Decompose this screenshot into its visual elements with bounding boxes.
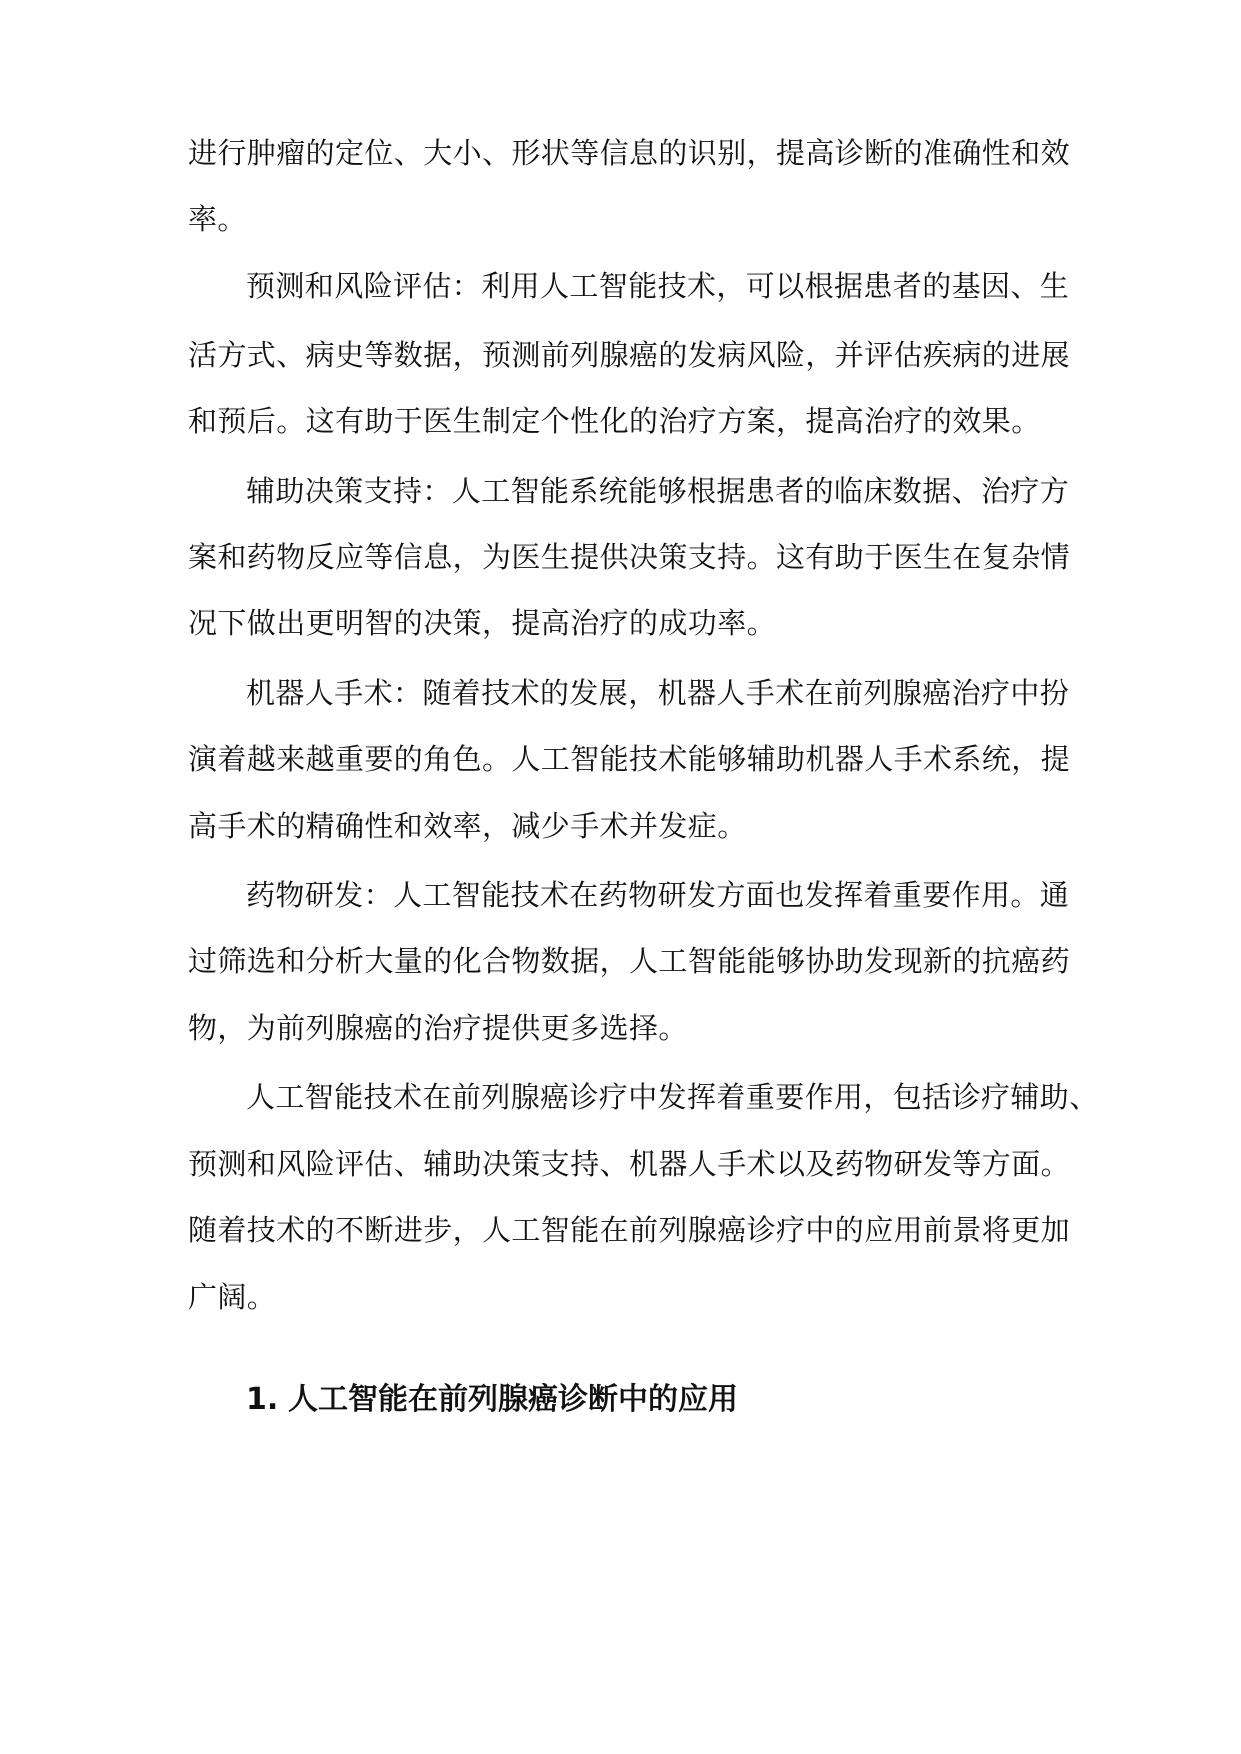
paragraph-line: 预测和风险评估、辅助决策支持、机器人手术以及药物研发等方面。 xyxy=(188,1147,1071,1181)
section-heading xyxy=(246,1381,1046,1419)
paragraph-line: 率。 xyxy=(188,202,247,236)
paragraph-line: 过筛选和分析大量的化合物数据，人工智能能够协助发现新的抗癌药 xyxy=(188,944,1071,978)
section-title: 人工智能在前列腺癌诊断中的应用 xyxy=(288,1382,738,1417)
paragraph-line: 和预后。这有助于医生制定个性化的治疗方案，提高治疗的效果。 xyxy=(188,404,1041,438)
paragraph-line: 机器人手术：随着技术的发展，机器人手术在前列腺癌治疗中扮 xyxy=(246,676,1070,710)
paragraph-line: 况下做出更明智的决策，提高治疗的成功率。 xyxy=(188,606,777,640)
paragraph-line: 进行肿瘤的定位、大小、形状等信息的识别，提高诊断的准确性和效 xyxy=(188,136,1071,170)
paragraph-line: 药物研发：人工智能技术在药物研发方面也发挥着重要作用。通 xyxy=(246,878,1070,912)
paragraph-line: 辅助决策支持：人工智能系统能够根据患者的临床数据、治疗方 xyxy=(246,474,1070,508)
paragraph-line: 案和药物反应等信息，为医生提供决策支持。这有助于医生在复杂情 xyxy=(188,540,1071,574)
paragraph-line: 高手术的精确性和效率，减少手术并发症。 xyxy=(188,809,747,843)
paragraph-line: 演着越来越重要的角色。人工智能技术能够辅助机器人手术系统，提 xyxy=(188,742,1071,776)
paragraph-line: 活方式、病史等数据，预测前列腺癌的发病风险，并评估疾病的进展 xyxy=(188,338,1071,372)
paragraph-line: 随着技术的不断进步，人工智能在前列腺癌诊疗中的应用前景将更加 xyxy=(188,1213,1071,1247)
paragraph-line: 人工智能技术在前列腺癌诊疗中发挥着重要作用，包括诊疗辅助、 xyxy=(246,1080,1099,1114)
paragraph-line: 物，为前列腺癌的治疗提供更多选择。 xyxy=(188,1011,688,1045)
section-number: 1. xyxy=(246,1382,279,1417)
paragraph-line: 广阔。 xyxy=(188,1280,277,1314)
paragraph-line: 预测和风险评估：利用人工智能技术，可以根据患者的基因、生 xyxy=(246,269,1070,303)
